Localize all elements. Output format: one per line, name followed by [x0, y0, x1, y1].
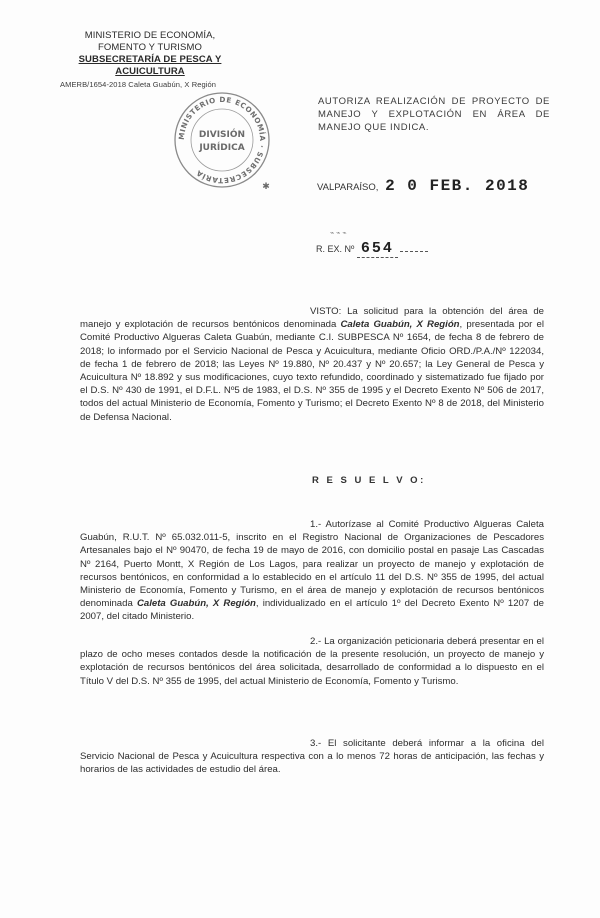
article-3-text: 3.- El solicitante deberá informar a la oficina del Servicio Nacional de Pesca y Acuicultura respectiva con a lo menos 72 horas de anticipación, las fechas y horarios de las actividades de estudio del área.	[80, 738, 544, 776]
visto-paragraph	[80, 305, 544, 424]
stamp-star-icon: ✱	[262, 182, 270, 192]
date-stamp: 2 0 FEB. 2018	[385, 177, 530, 195]
article-1-text: 1.- Autorízase al Comité Productivo Algueras Caleta Guabún, R.U.T. Nº 65.032.011-5, inscrito en el Registro Nacional de Organizaciones de Pescadores Artesanales bajo el Nº 90470, de fecha 19 de mayo de 2016, con domicilio postal en pasaje Las Cascadas Nº 2164, Puerto Montt, X Región de Los Lagos, para realizar un proyecto de manejo y explotación de recursos bentónicos, en conformidad a lo establecido en el artículo 11 del D.S. Nº 355 de 1995, del actual Ministerio de Economía, Fomento y Turismo, en el área de manejo y explotación de recursos bentónicos denominada	[80, 519, 544, 610]
place-label: VALPARAÍSO,	[317, 182, 379, 193]
place-date	[317, 177, 529, 195]
resolution-number-value: 654	[357, 240, 398, 258]
visto-area-name: Caleta Guabún, X Región	[340, 319, 460, 331]
article-3	[80, 737, 544, 777]
resuelvo-heading: R E S U E L V O:	[312, 475, 426, 486]
svg-text:MINISTERIO DE ECONOMÍA · SUBSE	[177, 95, 267, 185]
article-1	[80, 518, 544, 624]
letterhead-ministry: MINISTERIO DE ECONOMÍA,	[84, 30, 216, 41]
stamp-ring-text: MINISTERIO DE ECONOMÍA · SUBSECRETARÍA	[176, 94, 268, 186]
number-underline	[400, 251, 428, 252]
letterhead-reference: AMERB/1654-2018 Caleta Guabún, X Región	[60, 80, 217, 89]
visto-text: La solicitud para la obtención del área de manejo y explotación de recursos bentónicos denominada	[80, 306, 544, 331]
document-title: AUTORIZA REALIZACIÓN DE PROYECTO DE MANEJO Y EXPLOTACIÓN EN ÁREA DE MANEJO QUE INDICA.	[318, 96, 550, 133]
article-1-area-name: Caleta Guabún, X Región	[136, 598, 256, 610]
stamp-line-1: DIVISIÓN	[198, 130, 246, 140]
letterhead	[50, 30, 250, 91]
article-1-text-2: , individualizado en el artículo 1º del Decreto Exento Nº 1207 de 2007, del citado Ministerio.	[80, 598, 544, 623]
visto-text-2: , presentada por el Comité Productivo Algueras Caleta Guabún, mediante C.I. SUBPESCA Nº 1654, de fecha 8 de febrero de 2018; lo informado por el Servicio Nacional de Pesca y Acuicultura, mediante Oficio ORD./P.A./Nº 122034, de fecha 1 de febrero de 2018; las Leyes Nº 19.880, Nº 20.437 y Nº 20.657; la Ley General de Pesca y Acuicultura Nº 18.892 y sus modificaciones, cuyo texto refundido, coordinado y sistematizado fue fijado por el D.S. Nº 430 de 1991, el D.F.L. Nº5 de 1983, el D.S. Nº 355 de 1995 y el Decreto Exento Nº 506 de 2017, todos del actual Ministerio de Economía, Fomento y Turismo; el Decreto Exento Nº 8 de 2018, del Ministerio de Defensa Nacional.	[80, 319, 544, 423]
resolution-number	[316, 240, 428, 257]
division-juridica-stamp	[170, 88, 274, 192]
letterhead-ministry-2: FOMENTO Y TURISMO	[98, 42, 202, 53]
letterhead-subsecretaria: SUBSECRETARÍA DE PESCA Y ACUICULTURA	[78, 54, 222, 77]
visto-label: VISTO:	[310, 306, 342, 317]
stamp-line-2: JURÍDICA	[199, 143, 245, 153]
handwritten-mark: ⌁ ⌁ ⌁	[330, 230, 347, 237]
article-2	[80, 635, 544, 688]
resolution-prefix: R. EX. Nº	[316, 244, 355, 254]
article-2-text: 2.- La organización peticionaria deberá presentar en el plazo de ocho meses contados desde la notificación de la presente resolución, un proyecto de manejo y explotación de recursos bentónicos del área solicitada, desarrollado de conformidad a lo dispuesto en el Título V del D.S. Nº 355 de 1995, del actual Ministerio de Economía, Fomento y Turismo.	[80, 636, 544, 687]
